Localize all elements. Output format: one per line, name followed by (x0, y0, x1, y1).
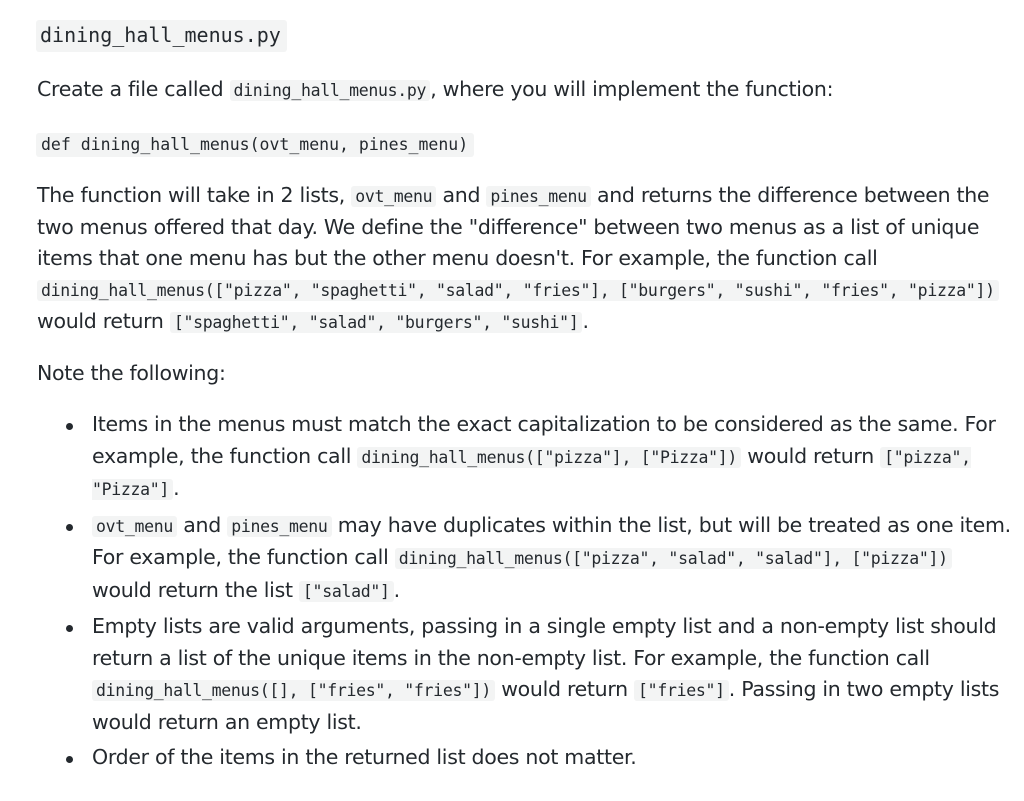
intro-paragraph (37, 74, 1007, 106)
intro-text-before: Create a file called (37, 77, 230, 101)
inline-code: pines_menu (227, 516, 331, 537)
description-text: . (582, 309, 589, 333)
note-text: Empty lists are valid arguments, passing in a single empty list and a non-empty list should return a list of the unique items in the non-empty list. For example, the function call (92, 614, 997, 670)
page-title: dining_hall_menus.py (36, 20, 287, 52)
list-item (37, 742, 1012, 774)
inline-code: dining_hall_menus([], ["fries", "fries"]) (92, 680, 495, 701)
filename-code: dining_hall_menus.py (230, 80, 431, 101)
note-text: . (173, 476, 180, 500)
intro-text-after: , where you will implement the function: (430, 77, 834, 101)
description-text: and (436, 183, 487, 207)
notes-list (37, 409, 1012, 778)
inline-code: dining_hall_menus(["pizza"], ["Pizza"]) (357, 447, 741, 468)
description-paragraph (37, 180, 1007, 338)
bullet-icon (66, 756, 73, 763)
inline-code: ovt_menu (92, 516, 177, 537)
note-text: and (177, 512, 228, 537)
note-text: may have duplicates within the list, but will be treated as one item. For example, the function call (92, 512, 1011, 569)
description-text: The function will take in 2 lists, (37, 183, 352, 207)
note-text: would return the list (92, 577, 299, 602)
function-signature: def dining_hall_menus(ovt_menu, pines_menu) (36, 133, 474, 157)
inline-code: ["fries"] (634, 680, 729, 701)
inline-code: ["spaghetti", "salad", "burgers", "sushi"] (170, 312, 583, 333)
note-text: would return (495, 677, 635, 701)
note-text: . (393, 577, 400, 602)
note-text: Order of the items in the returned list does not matter. (92, 745, 637, 769)
inline-code: ovt_menu (351, 186, 436, 207)
inline-code: pines_menu (486, 186, 590, 207)
inline-code: dining_hall_menus(["pizza", "salad", "salad"], ["pizza"]) (395, 548, 952, 569)
note-heading: Note the following: (37, 361, 226, 385)
list-item (37, 611, 1012, 738)
list-item (37, 510, 1012, 608)
inline-code: ["salad"] (299, 581, 394, 602)
note-text: Items in the menus must match the exact capitalization to be considered as the same. For example, the function call (92, 412, 996, 468)
note-text: would return (741, 443, 881, 468)
description-text: would return (37, 309, 170, 333)
bullet-icon (66, 625, 73, 632)
inline-code: ["pizza", "Pizza"] (92, 447, 971, 499)
bullet-icon (66, 524, 73, 531)
note-text: . Passing in two empty lists would return an empty list. (92, 677, 1000, 734)
bullet-icon (66, 423, 73, 430)
description-text: and returns the difference between the two menus offered that day. We define the "difference" between two menus as a list of unique items that one menu has but the other menu doesn't. For example, the function call (37, 183, 990, 270)
list-item (37, 409, 1012, 506)
inline-code: dining_hall_menus(["pizza", "spaghetti", "salad", "fries"], ["burgers", "sushi", "fries", "pizza"]) (37, 280, 999, 301)
